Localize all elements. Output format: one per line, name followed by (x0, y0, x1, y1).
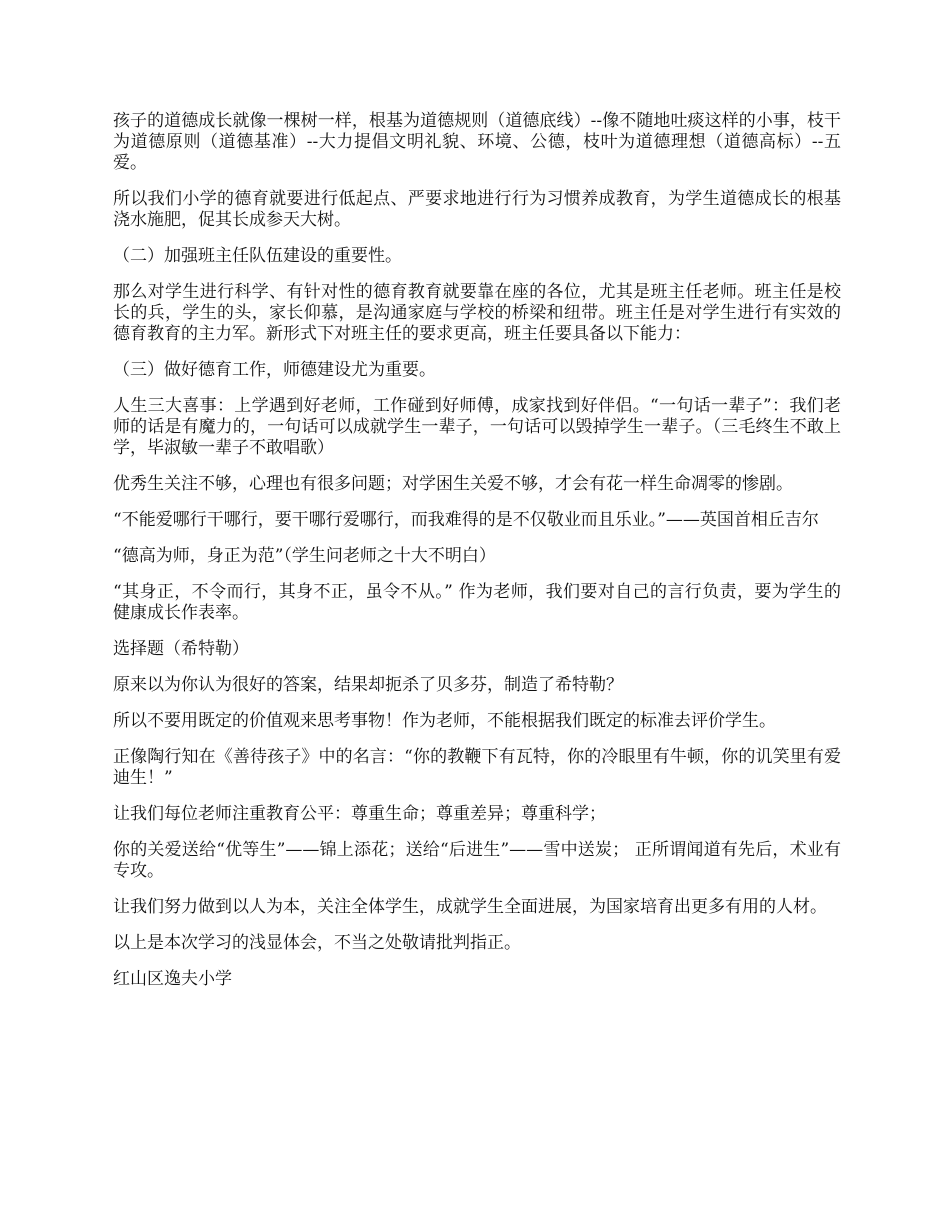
document-page (113, 111, 841, 1005)
paragraph-three-joys: 人生三大喜事：上学遇到好老师，工作碰到好师傅，成家找到好伴侣。“一句话一辈子”：我们老师的话是有魔力的，一句话可以成就学生一辈子，一句话可以毁掉学生一辈子。（三毛终生不敢上学，毕淑敏一辈子不敢唱歌） (113, 396, 841, 458)
paragraph-habit-education: 所以我们小学的德育就要进行低起点、严要求地进行行为习惯养成教育，为学生道德成长的根基浇水施肥，促其长成参天大树。 (113, 189, 841, 230)
paragraph-student-care: 优秀生关注不够，心理也有很多问题；对学困生关爱不够，才会有花一样生命凋零的惨剧。 (113, 474, 793, 494)
section-heading-head-teacher: （二）加强班主任队伍建设的重要性。 (113, 246, 402, 266)
paragraph-people-oriented: 让我们努力做到以人为本，关注全体学生，成就学生全面进展，为国家培育出更多有用的人材。 (113, 897, 827, 917)
signature-school-name: 红山区逸夫小学 (113, 969, 232, 989)
paragraph-moral-growth-tree: 孩子的道德成长就像一棵树一样，根基为道德规则（道德底线）--像不随地吐痰这样的小事，枝干为道德原则（道德基准）--大力提倡文明礼貌、环境、公德，枝叶为道德理想（道德高标）--五爱。 (113, 111, 841, 173)
paragraph-education-fairness: 让我们每位老师注重教育公平：尊重生命；尊重差异；尊重科学； (113, 804, 606, 824)
quote-churchill: “不能爱哪行干哪行，要干哪行爱哪行，而我难得的是不仅敬业而且乐业。”——英国首相丘吉尔 (113, 510, 819, 530)
quote-virtue-teacher: “德高为师，身正为范”（学生问老师之十大不明白） (113, 546, 496, 566)
paragraph-choice-question: 选择题（希特勒） (113, 639, 249, 659)
paragraph-beethoven-hitler: 原来以为你认为很好的答案，结果却扼杀了贝多芬，制造了希特勒？ (113, 675, 623, 695)
quote-tao-xingzhi: 正像陶行知在《善待孩子》中的名言：“你的教鞭下有瓦特，你的冷眼里有牛顿，你的讥笑里有爱迪生！” (113, 747, 841, 788)
paragraph-head-teacher-role: 那么对学生进行科学、有针对性的德育教育就要靠在座的各位，尤其是班主任老师。班主任是校长的兵，学生的头，家长仰慕，是沟通家庭与学校的桥梁和纽带。班主任是对学生进行有实效的德育教育的主力军。新形式下对班主任的要求更高，班主任要具备以下能力： (113, 282, 841, 344)
quote-upright-conduct: “其身正，不令而行，其身不正，虽令不从。” 作为老师，我们要对自己的言行负责，要为学生的健康成长作表率。 (113, 582, 841, 623)
section-heading-teacher-ethics: （三）做好德育工作，师德建设尤为重要。 (113, 360, 436, 380)
paragraph-care-for-students: 你的关爱送给“优等生”——锦上添花；送给“后进生”——雪中送炭； 正所谓闻道有先后，术业有专攻。 (113, 840, 841, 881)
paragraph-closing: 以上是本次学习的浅显体会，不当之处敬请批判指正。 (113, 933, 521, 953)
paragraph-values: 所以不要用既定的价值观来思考事物！作为老师，不能根据我们既定的标准去评价学生。 (113, 711, 776, 731)
